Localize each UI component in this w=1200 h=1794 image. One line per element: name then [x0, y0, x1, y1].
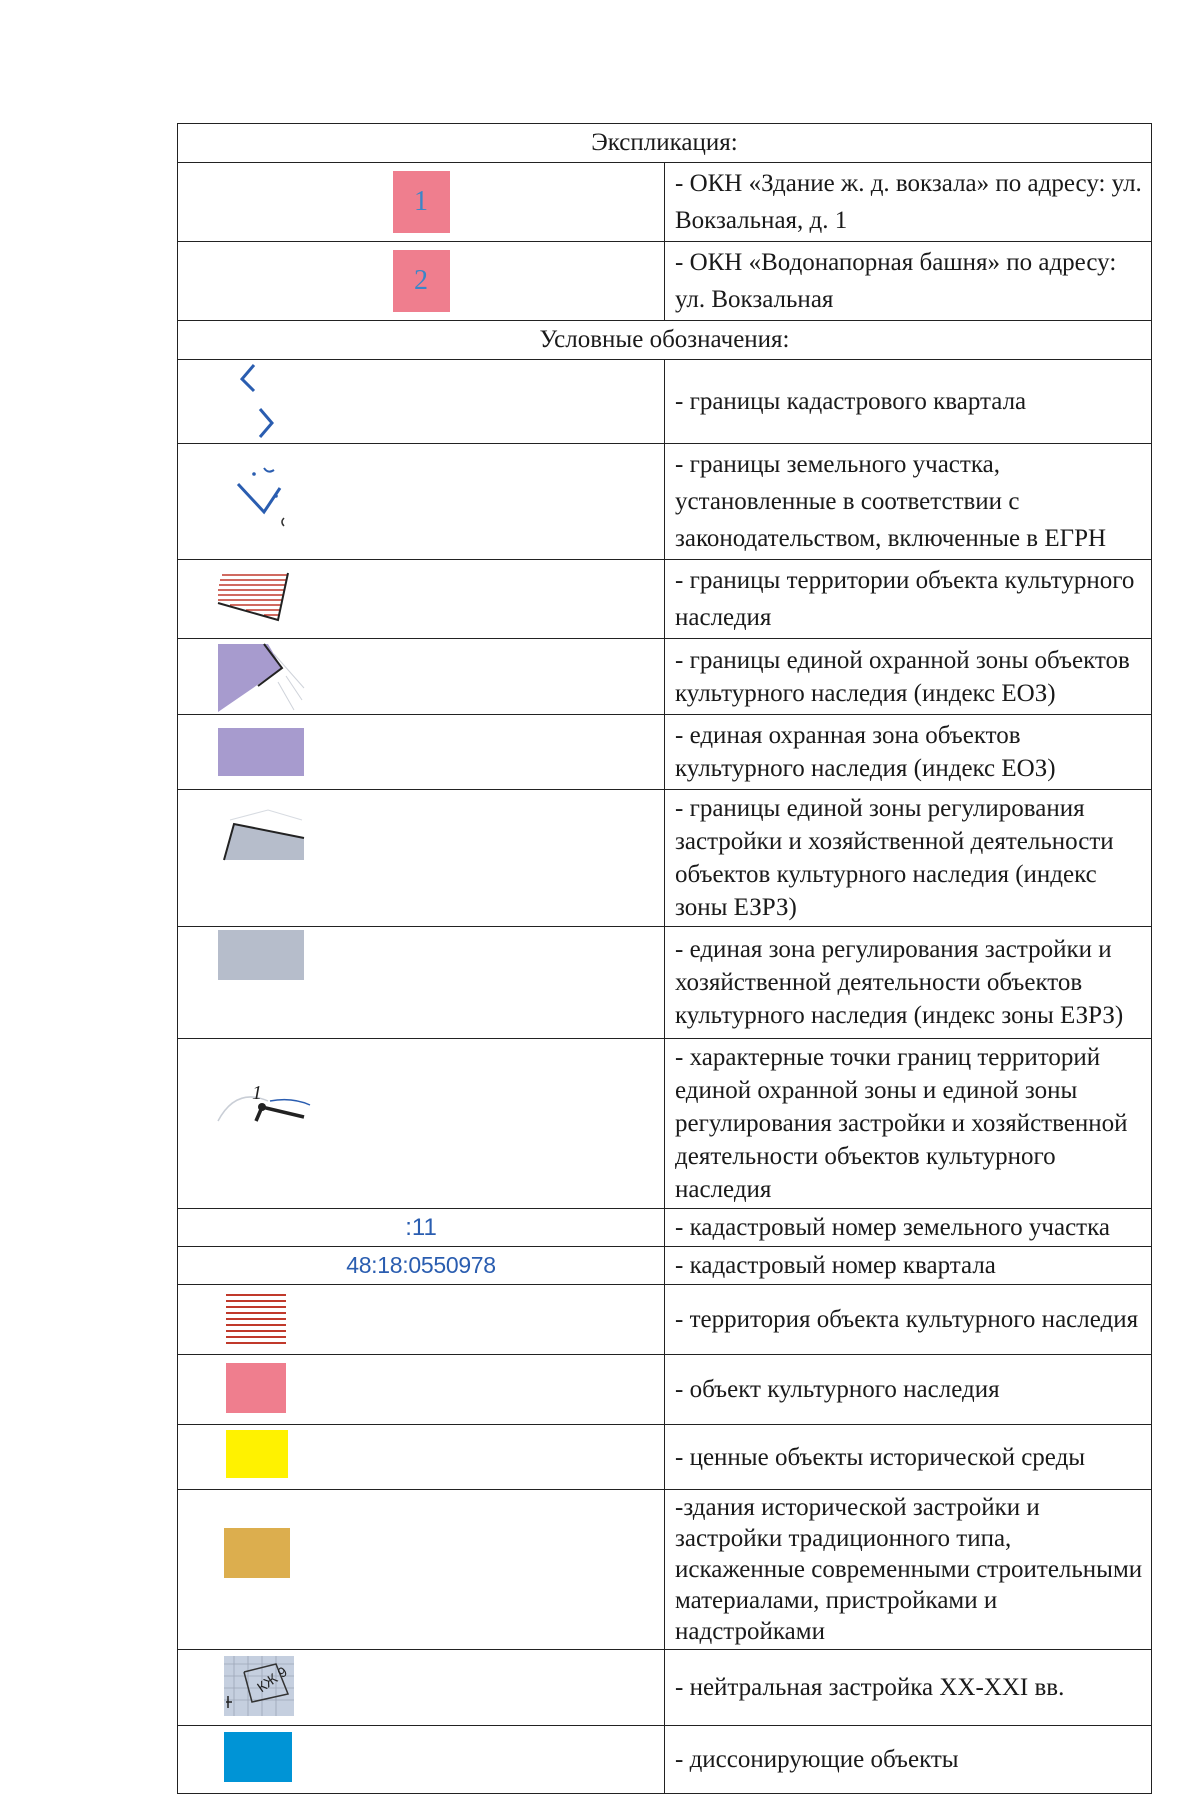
legend-text: - характерные точки границ территорий единой охранной зоны и единой зоны регулирования застройки и хозяйственной деятельности объектов культурного наследия — [665, 1039, 1152, 1209]
eoz-boundary-icon — [178, 640, 328, 714]
explication-row-1 — [178, 163, 1152, 242]
symbol-cell — [178, 639, 665, 715]
explication-text: - ОКН «Водонапорная башня» по адресу: ул. Вокзальная — [665, 242, 1152, 321]
symbol-cell — [178, 927, 665, 1039]
land-plot-boundary-icon — [178, 466, 328, 538]
legend-row — [178, 1650, 1152, 1726]
legend-row — [178, 1285, 1152, 1355]
okn-number-badge: 2 — [393, 250, 450, 312]
legend-title: Условные обозначения: — [178, 321, 1152, 360]
symbol-cell — [178, 1650, 665, 1726]
legend-row — [178, 927, 1152, 1039]
symbol-cell — [178, 560, 665, 639]
symbol-cell — [178, 1355, 665, 1425]
legend-text: - единая зона регулирования застройки и хозяйственной деятельности объектов культурного наследия (индекс зоны ЕЗРЗ) — [665, 927, 1152, 1039]
legend-text: - границы земельного участка, установленные в соответствии с законодательством, включенные в ЕГРН — [665, 444, 1152, 560]
legend-text: - границы единой зоны регулирования застройки и хозяйственной деятельности объектов культурного наследия (индекс зоны ЕЗРЗ) — [665, 790, 1152, 927]
ezrz-zone-icon — [178, 928, 328, 1038]
distorted-building-icon — [178, 1522, 328, 1618]
legend-text: - границы территории объекта культурного наследия — [665, 560, 1152, 639]
symbol-cell — [178, 242, 665, 321]
legend-row — [178, 560, 1152, 639]
neutral-building-icon — [178, 1652, 328, 1724]
legend-text: - единая охранная зона объектов культурного наследия (индекс ЕОЗ) — [665, 715, 1152, 790]
plot-number-label: :11 — [405, 1213, 437, 1241]
legend-row — [178, 715, 1152, 790]
valuable-object-icon — [178, 1426, 328, 1488]
symbol-cell — [178, 360, 665, 444]
symbol-cell — [178, 1726, 665, 1794]
legend-row — [178, 1425, 1152, 1490]
ezrz-boundary-icon — [178, 804, 328, 912]
legend-row — [178, 1726, 1152, 1794]
explication-text: - ОКН «Здание ж. д. вокзала» по адресу: ул. Вокзальная, д. 1 — [665, 163, 1152, 242]
legend-text: - границы единой охранной зоны объектов культурного наследия (индекс ЕОЗ) — [665, 639, 1152, 715]
heritage-territory-boundary-icon — [178, 565, 328, 633]
legend-text: - нейтральная застройка XX-XXI вв. — [665, 1650, 1152, 1726]
symbol-cell — [178, 790, 665, 927]
legend-text: - территория объекта культурного наследия — [665, 1285, 1152, 1355]
symbol-cell — [178, 1209, 665, 1247]
legend-text: - ценные объекты исторической среды — [665, 1425, 1152, 1490]
symbol-cell — [178, 444, 665, 560]
point-marker: 1 — [252, 1081, 262, 1104]
eoz-zone-icon — [178, 722, 328, 782]
cadastral-quarter-boundary-icon — [178, 361, 328, 443]
heritage-territory-hatch-icon — [178, 1287, 328, 1353]
legend-table — [177, 123, 1152, 1794]
legend-text: - объект культурного наследия — [665, 1355, 1152, 1425]
legend-text: - кадастровый номер земельного участка — [665, 1209, 1152, 1247]
legend-row — [178, 360, 1152, 444]
legend-row — [178, 790, 1152, 927]
symbol-cell — [178, 1285, 665, 1355]
legend-row — [178, 1355, 1152, 1425]
explication-header-row — [178, 124, 1152, 163]
neutral-building-marker: КЖ 9 — [253, 1662, 290, 1695]
legend-text: -здания исторической застройки и застройки традиционного типа, искаженные современными строительными материалами, пристройками и надстройками — [665, 1490, 1152, 1650]
legend-row — [178, 639, 1152, 715]
symbol-cell — [178, 163, 665, 242]
boundary-points-icon — [178, 1069, 328, 1179]
symbol-cell — [178, 1490, 665, 1650]
dissonant-object-icon — [178, 1728, 328, 1792]
symbol-cell — [178, 1039, 665, 1209]
explication-title: Экспликация: — [178, 124, 1152, 163]
legend-row — [178, 1209, 1152, 1247]
legend-text: - диссонирующие объекты — [665, 1726, 1152, 1794]
legend-text: - кадастровый номер квартала — [665, 1247, 1152, 1285]
symbol-cell — [178, 1247, 665, 1285]
legend-row — [178, 1247, 1152, 1285]
quarter-number-label: 48:18:0550978 — [346, 1252, 496, 1278]
explication-row-2 — [178, 242, 1152, 321]
legend-row — [178, 444, 1152, 560]
legend-header-row — [178, 321, 1152, 360]
legend-text: - границы кадастрового квартала — [665, 360, 1152, 444]
heritage-object-icon — [178, 1357, 328, 1423]
symbol-cell — [178, 1425, 665, 1490]
legend-row — [178, 1039, 1152, 1209]
okn-number-badge: 1 — [393, 171, 450, 233]
legend-row — [178, 1490, 1152, 1650]
symbol-cell — [178, 715, 665, 790]
